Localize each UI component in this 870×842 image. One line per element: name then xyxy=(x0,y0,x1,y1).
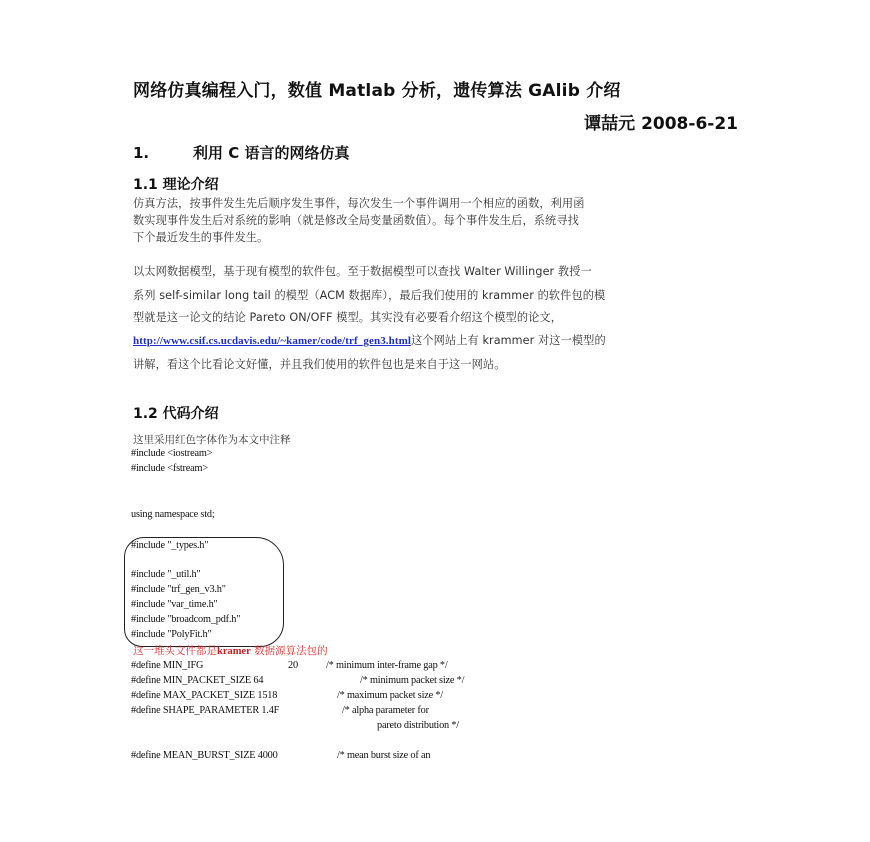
code-line: #include "_types.h" xyxy=(131,540,209,551)
document-title: 网络仿真编程入门，数值 Matlab 分析，遗传算法 GAlib 介绍 xyxy=(133,81,621,101)
define-name: #define MIN_IFG xyxy=(131,660,204,671)
define-comment: /* maximum packet size */ xyxy=(337,690,443,701)
model-link-line xyxy=(133,332,739,348)
code-note: 这里采用红色字体作为本文中注释 xyxy=(133,434,291,446)
define-name: #define SHAPE_PARAMETER 1.4F xyxy=(131,705,280,716)
model-line: 型就是这一论文的结论 Pareto ON/OFF 模型。其实没有必要看介绍这个模型的论文， xyxy=(133,311,562,324)
code-line: #include "trf_gen_v3.h" xyxy=(131,584,226,595)
model-line: 以太网数据模型，基于现有模型的软件包。至于数据模型可以查找 Walter Willinger 教授一 xyxy=(133,265,592,278)
define-line xyxy=(131,675,465,686)
model-line: 讲解，看这个比看论文好懂，并且我们使用的软件包也是来自于这一网站。 xyxy=(133,358,506,371)
code-line: #include "_util.h" xyxy=(131,569,201,580)
section-1-heading xyxy=(133,142,349,163)
define-comment-cont: pareto distribution */ xyxy=(377,720,459,731)
red-comment-name: kramer xyxy=(217,646,251,657)
define-value: 20 xyxy=(288,660,298,671)
section-1-number: 1. xyxy=(133,144,150,162)
define-comment: /* mean burst size of an xyxy=(337,750,431,761)
define-line xyxy=(131,750,431,761)
define-name: #define MIN_PACKET_SIZE 64 xyxy=(131,675,264,686)
code-line: #include "broadcom_pdf.h" xyxy=(131,614,241,625)
author-date: 谭喆元 2008-6-21 xyxy=(584,114,738,134)
trf-gen3-link[interactable]: http://www.csif.cs.ucdavis.edu/~kamer/code/trf_gen3.html xyxy=(133,335,412,347)
define-line xyxy=(131,705,429,716)
code-line: #include <fstream> xyxy=(131,463,208,474)
link-trailing-text: 这个网站上有 krammer 对这一模型的 xyxy=(411,334,606,347)
define-comment: /* minimum inter-frame gap */ xyxy=(326,660,448,671)
theory-line: 数实现事件发生后对系统的影响（就是修改全局变量函数值）。每个事件发生后，系统寻找 xyxy=(133,214,579,227)
define-name: #define MEAN_BURST_SIZE 4000 xyxy=(131,750,278,761)
section-1-title: 利用 C 语言的网络仿真 xyxy=(193,144,350,162)
code-line: #include <iostream> xyxy=(131,448,213,459)
model-line: 系列 self-similar long tail 的模型（ACM 数据库），最后我们使用的 krammer 的软件包的模 xyxy=(133,289,606,302)
theory-line: 下个最近发生的事件发生。 xyxy=(133,231,269,244)
section-1-2-heading: 1.2 代码介绍 xyxy=(133,406,219,422)
theory-line: 仿真方法，按事件发生先后顺序发生事件，每次发生一个事件调用一个相应的函数，利用函 xyxy=(133,197,585,210)
define-line xyxy=(131,660,448,671)
red-comment xyxy=(133,643,328,658)
code-line-using: using namespace std; xyxy=(131,509,215,520)
section-1-1-heading: 1.1 理论介绍 xyxy=(133,177,219,193)
define-comment: /* alpha parameter for xyxy=(342,705,429,716)
code-line: #include "PolyFit.h" xyxy=(131,629,212,640)
red-comment-post: 数据源算法包的 xyxy=(250,645,328,657)
define-line xyxy=(131,690,443,701)
define-name: #define MAX_PACKET_SIZE 1518 xyxy=(131,690,278,701)
define-comment: /* minimum packet size */ xyxy=(360,675,465,686)
code-line: #include "var_time.h" xyxy=(131,599,218,610)
red-comment-pre: 这一堆头文件都是 xyxy=(133,645,217,657)
